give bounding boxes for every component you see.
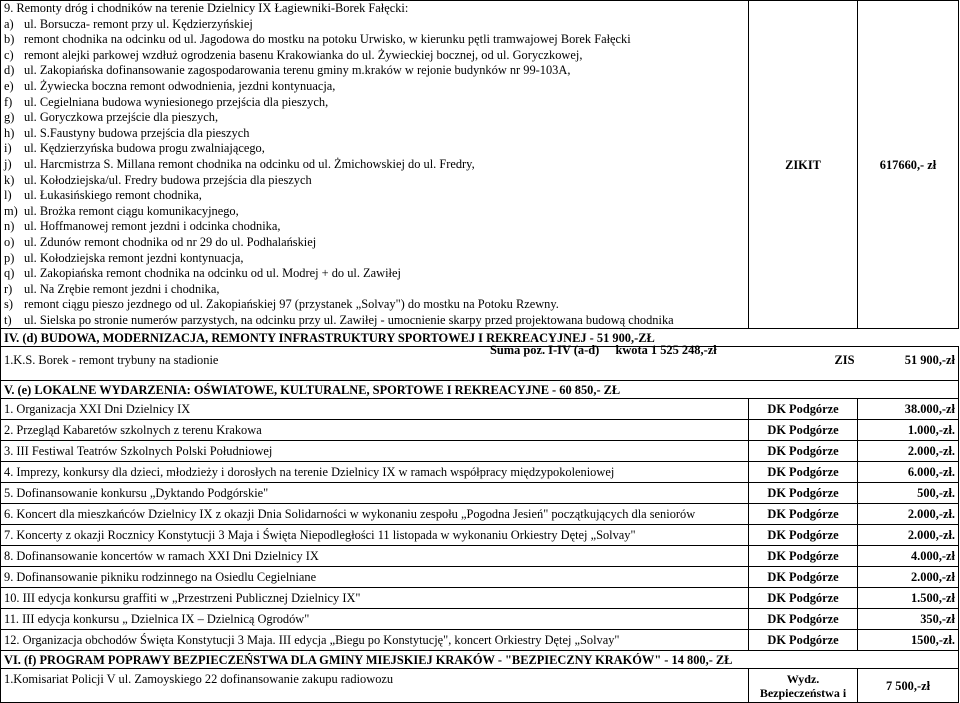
section-5-item-row bbox=[1, 588, 959, 609]
section-5-item-amount: 1.500,-zł bbox=[858, 588, 959, 609]
section-9-item-text: ul. Cegielniana budowa wyniesionego przejścia dla pieszych, bbox=[24, 94, 329, 109]
section-9-row bbox=[1, 1, 959, 329]
section-5-item-amount: 350,-zł bbox=[858, 609, 959, 630]
section-5-item-text: 6. Koncert dla mieszkańców Dzielnicy IX z okazji Dnia Solidarności w wykonaniu zespołu „Pogodna Jesień" początkujących dla seniorów bbox=[1, 504, 749, 525]
section-9-item bbox=[4, 251, 745, 267]
section-4-heading: IV. (d) BUDOWA, MODERNIZACJA, REMONTY INFRASTRUKTURY SPORTOWEJ I REKREACYJNEJ - 51 900,-ZŁ bbox=[1, 329, 959, 347]
section-4-item-amount: 51 900,-zł bbox=[858, 347, 959, 381]
section-9-item-letter: l) bbox=[4, 188, 12, 203]
section-6-heading: VI. (f) PROGRAM POPRAWY BEZPIECZEŃSTWA DLA GMINY MIEJSKIEJ KRAKÓW - "BEZPIECZNY KRAKÓW" - 14 800,- ZŁ bbox=[1, 651, 959, 669]
section-6-item-unit bbox=[749, 669, 858, 703]
section-5-item-text: 2. Przegląd Kabaretów szkolnych z terenu Krakowa bbox=[1, 420, 749, 441]
section-9-item-text: ul. Kołodziejska/ul. Fredry budowa przejścia dla pieszych bbox=[24, 172, 312, 187]
section-6-unit-line2: Bezpieczeństwa i bbox=[759, 685, 847, 700]
section-9-item bbox=[4, 79, 745, 95]
section-5-heading-row bbox=[1, 381, 959, 399]
section-9-item bbox=[4, 266, 745, 282]
section-9-item-text: ul. Zakopiańska dofinansowanie zagospodarowania terenu gminy m.kraków w rejonie budynków nr 99-103A, bbox=[24, 63, 571, 78]
section-5-item-amount: 2.000,-zł bbox=[858, 567, 959, 588]
section-9-item-text: ul. Kędzierzyńska budowa progu zwalniającego, bbox=[24, 141, 265, 156]
section-5-item-row bbox=[1, 483, 959, 504]
sum-line bbox=[490, 343, 717, 358]
section-5-item-amount: 2.000,-zł. bbox=[858, 441, 959, 462]
section-9-item-letter: i) bbox=[4, 141, 12, 156]
section-5-item-row bbox=[1, 567, 959, 588]
section-5-item-row bbox=[1, 504, 959, 525]
section-5-item-amount: 500,-zł. bbox=[858, 483, 959, 504]
section-6-item-text: 1.Komisariat Policji V ul. Zamoyskiego 22 dofinansowanie zakupu radiowozu bbox=[1, 669, 749, 703]
section-9-item-letter: t) bbox=[4, 312, 12, 327]
section-5-item-amount: 4.000,-zł bbox=[858, 546, 959, 567]
section-5-item-unit: DK Podgórze bbox=[749, 525, 858, 546]
section-9-item-letter: p) bbox=[4, 250, 15, 265]
section-9-item-letter: s) bbox=[4, 297, 13, 312]
section-5-item-amount: 6.000,-zł. bbox=[858, 462, 959, 483]
section-9-item-letter: q) bbox=[4, 266, 15, 281]
section-9-item bbox=[4, 95, 745, 111]
section-9-amount: 617660,- zł bbox=[858, 1, 959, 329]
section-5-item-row bbox=[1, 399, 959, 420]
section-5-item-text: 7. Koncerty z okazji Rocznicy Konstytucji 3 Maja i Święta Niepodległości 11 listopada w wykonaniu Orkiestry Dętej „Solvay" bbox=[1, 525, 749, 546]
section-9-item bbox=[4, 282, 745, 298]
section-9-item bbox=[4, 219, 745, 235]
section-5-item-unit: DK Podgórze bbox=[749, 546, 858, 567]
section-5-rows bbox=[1, 399, 959, 651]
section-9-item-letter: e) bbox=[4, 78, 14, 93]
section-5-item-unit: DK Podgórze bbox=[749, 588, 858, 609]
section-9-item bbox=[4, 235, 745, 251]
section-5-item-text: 10. III edycja konkursu graffiti w „Przestrzeni Publicznej Dzielnicy IX" bbox=[1, 588, 749, 609]
section-9-item-text: ul. S.Faustyny budowa przejścia dla pieszych bbox=[24, 125, 250, 140]
section-9-item-letter: j) bbox=[4, 156, 12, 171]
section-5-item-unit: DK Podgórze bbox=[749, 504, 858, 525]
section-5-item-text: 1. Organizacja XXI Dni Dzielnicy IX bbox=[1, 399, 749, 420]
section-9-item-text: ul. Goryczkowa przejście dla pieszych, bbox=[24, 110, 219, 125]
section-9-item-letter: h) bbox=[4, 125, 15, 140]
section-9-item-letter: n) bbox=[4, 219, 15, 234]
section-6-item-amount: 7 500,-zł bbox=[858, 669, 959, 703]
section-9-item bbox=[4, 173, 745, 189]
section-9-item-text: remont ciągu pieszo jezdnego od ul. Zakopiańskiej 97 (przystanek „Solvay") do mostku na Potoku Rzewny. bbox=[24, 297, 559, 312]
section-9-item bbox=[4, 63, 745, 79]
section-9-heading: 9. Remonty dróg i chodników na terenie Dzielnicy IX Łagiewniki-Borek Fałęcki: bbox=[4, 1, 409, 15]
section-9-item bbox=[4, 313, 745, 329]
section-9-item-letter: a) bbox=[4, 16, 14, 31]
section-5-item-unit: DK Podgórze bbox=[749, 420, 858, 441]
section-9-item-letter: b) bbox=[4, 32, 15, 47]
section-4-item-text: 1.K.S. Borek - remont trybuny na stadionie bbox=[1, 347, 749, 381]
section-5-item-text: 4. Imprezy, konkursy dla dzieci, młodzieży i dorosłych na terenie Dzielnicy IX w ramach współpracy międzypokoleniowej bbox=[1, 462, 749, 483]
section-6-unit-line1: Wydz. bbox=[786, 671, 820, 686]
section-5-item-amount: 38.000,-zł bbox=[858, 399, 959, 420]
section-9-item-text: ul. Łukasińskiego remont chodnika, bbox=[24, 188, 202, 203]
section-9-item bbox=[4, 297, 745, 313]
section-9-item bbox=[4, 17, 745, 33]
section-5-item-unit: DK Podgórze bbox=[749, 399, 858, 420]
section-5-item-unit: DK Podgórze bbox=[749, 462, 858, 483]
section-9-item bbox=[4, 48, 745, 64]
section-5-item-text: 12. Organizacja obchodów Święta Konstytucji 3 Maja. III edycja „Biegu po Konstytucję", koncert Orkiestry Dętej „Solvay" bbox=[1, 630, 749, 651]
sum-value: kwota 1 525 248,-zł bbox=[615, 343, 717, 357]
section-4-heading-row bbox=[1, 329, 959, 347]
section-5-item-unit: DK Podgórze bbox=[749, 609, 858, 630]
section-9-item-text: remont alejki parkowej wzdłuż ogrodzenia basenu Krakowianka do ul. Żywieckiej bocznej, od ul. Goryczkowej, bbox=[24, 47, 583, 62]
section-5-item-row bbox=[1, 441, 959, 462]
section-4-item-unit: ZIS bbox=[749, 347, 858, 381]
section-5-item-row bbox=[1, 525, 959, 546]
section-5-item-row bbox=[1, 609, 959, 630]
section-9-item-text: ul. Harcmistrza S. Millana remont chodnika na odcinku od ul. Żmichowskiej do ul. Fredry, bbox=[24, 156, 475, 171]
section-9-item-letter: o) bbox=[4, 234, 15, 249]
section-9-item-letter: m) bbox=[4, 203, 18, 218]
section-9-item bbox=[4, 110, 745, 126]
section-9-item-text: ul. Borsucza- remont przy ul. Kędzierzyńskiej bbox=[24, 16, 253, 31]
section-9-item-text: ul. Zakopiańska remont chodnika na odcinku od ul. Modrej + do ul. Zawiłej bbox=[24, 266, 401, 281]
section-5-item-row bbox=[1, 630, 959, 651]
section-6-item-row bbox=[1, 669, 959, 703]
section-5-item-text: 11. III edycja konkursu „ Dzielnica IX – Dzielnicą Ogrodów" bbox=[1, 609, 749, 630]
section-5-item-unit: DK Podgórze bbox=[749, 567, 858, 588]
section-5-item-text: 3. III Festiwal Teatrów Szkolnych Polski Południowej bbox=[1, 441, 749, 462]
section-5-item-row bbox=[1, 546, 959, 567]
section-5-item-unit: DK Podgórze bbox=[749, 630, 858, 651]
section-9-item-letter: k) bbox=[4, 172, 15, 187]
section-5-item-unit: DK Podgórze bbox=[749, 483, 858, 504]
section-4-item-row bbox=[1, 347, 959, 381]
section-5-item-unit: DK Podgórze bbox=[749, 441, 858, 462]
section-5-item-amount: 1.000,-zł. bbox=[858, 420, 959, 441]
section-9-description bbox=[1, 1, 749, 329]
section-5-item-text: 9. Dofinansowanie pikniku rodzinnego na Osiedlu Cegielniane bbox=[1, 567, 749, 588]
section-9-item-text: ul. Kołodziejska remont jezdni kontynuacja, bbox=[24, 250, 244, 265]
section-5-item-amount: 2.000,-zł. bbox=[858, 525, 959, 546]
section-9-item-text: ul. Na Zrębie remont jezdni i chodnika, bbox=[24, 281, 220, 296]
section-9-item-letter: r) bbox=[4, 281, 13, 296]
section-9-item-letter: f) bbox=[4, 94, 13, 109]
section-9-unit: ZIKIT bbox=[749, 1, 858, 329]
section-9-item-letter: g) bbox=[4, 110, 15, 125]
section-5-item-text: 8. Dofinansowanie koncertów w ramach XXI Dni Dzielnicy IX bbox=[1, 546, 749, 567]
section-5-heading: V. (e) LOKALNE WYDARZENIA: OŚWIATOWE, KULTURALNE, SPORTOWE I REKREACYJNE - 60 850,- ZŁ bbox=[1, 381, 959, 399]
section-9-items bbox=[4, 17, 745, 329]
section-9-item-text: remont chodnika na odcinku od ul. Jagodowa do mostku na potoku Urwisko, w kierunku pętli tramwajowej Borek Fałęcki bbox=[24, 32, 631, 47]
sum-label: Suma poz. I-IV (a-d) bbox=[490, 343, 600, 357]
section-9-item-text: ul. Hoffmanowej remont jezdni i odcinka chodnika, bbox=[24, 219, 281, 234]
section-9-item bbox=[4, 126, 745, 142]
section-9-item-text: ul. Sielska po stronie numerów parzystych, na odcinku przy ul. Zawiłej - umocnienie skarpy przed projektowana budową chodnika bbox=[24, 312, 674, 327]
section-9-item-letter: d) bbox=[4, 63, 15, 78]
section-5-item-row bbox=[1, 420, 959, 441]
section-9-item-text: ul. Brożka remont ciągu komunikacyjnego, bbox=[24, 203, 239, 218]
section-6-heading-row bbox=[1, 651, 959, 669]
section-9-item bbox=[4, 188, 745, 204]
section-5-item-row bbox=[1, 462, 959, 483]
section-9-item-text: ul. Zdunów remont chodnika od nr 29 do ul. Podhalańskiej bbox=[24, 234, 317, 249]
section-9-item bbox=[4, 141, 745, 157]
section-9-item-letter: c) bbox=[4, 47, 14, 62]
section-5-item-amount: 1500,-zł. bbox=[858, 630, 959, 651]
section-9-item bbox=[4, 32, 745, 48]
section-5-item-amount: 2.000,-zł. bbox=[858, 504, 959, 525]
section-9-item bbox=[4, 157, 745, 173]
section-9-item-text: ul. Żywiecka boczna remont odwodnienia, jezdni kontynuacja, bbox=[24, 78, 336, 93]
section-9-item bbox=[4, 204, 745, 220]
section-5-item-text: 5. Dofinansowanie konkursu „Dyktando Podgórskie" bbox=[1, 483, 749, 504]
